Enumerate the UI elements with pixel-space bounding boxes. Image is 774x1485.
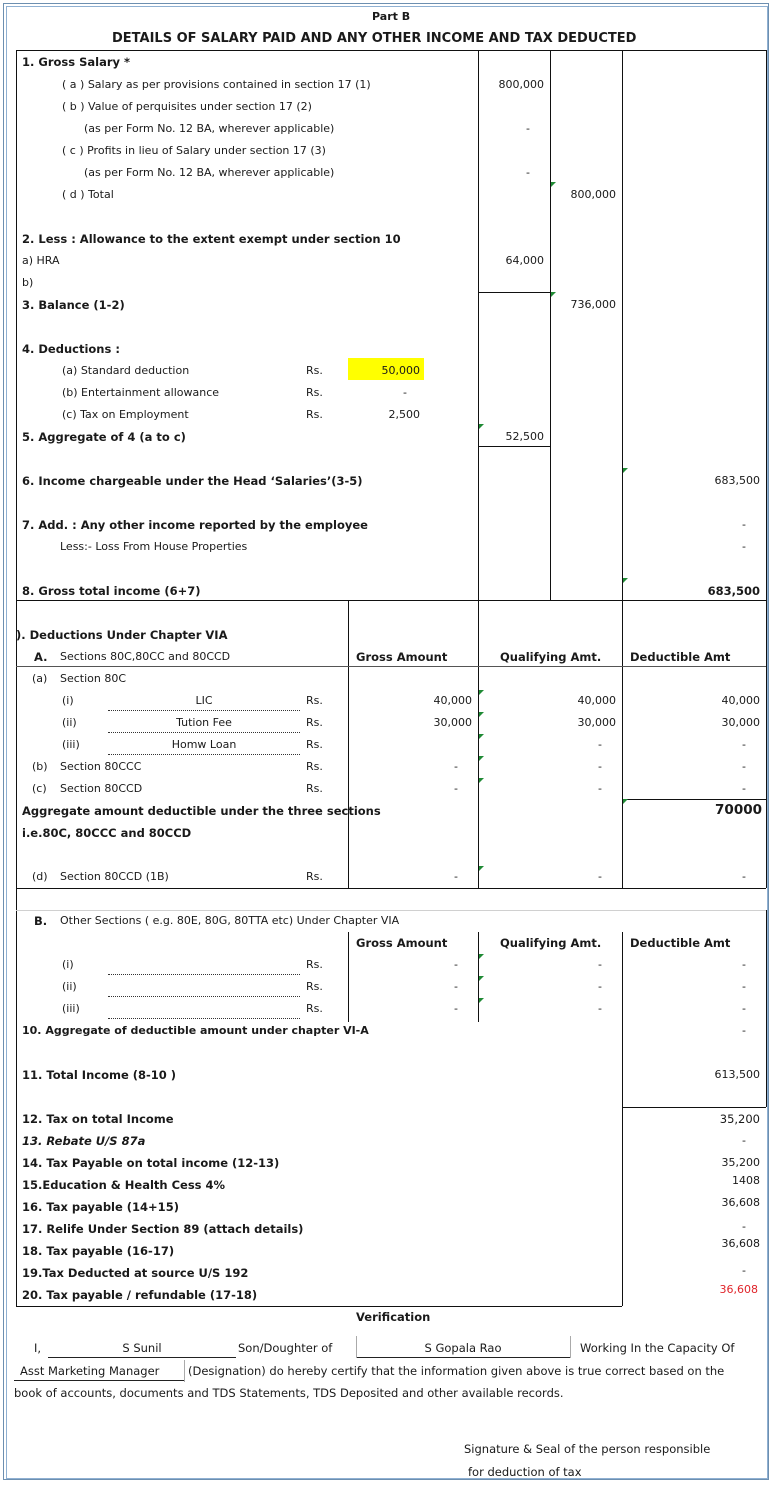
row-no: (iii) [62, 1002, 80, 1015]
total-row-value: 35,200 [721, 1156, 760, 1169]
row-deduct: - [742, 738, 746, 751]
name-underline [48, 1357, 236, 1358]
balance-label: 3. Balance (1-2) [22, 298, 125, 312]
grid-line [622, 1107, 766, 1108]
entertainment-label: (b) Entertainment allowance [62, 386, 220, 399]
row-deduct: - [742, 1002, 746, 1015]
grid-line [16, 50, 766, 51]
capacity-label: Working In the Capacity Of [580, 1341, 735, 1355]
loss-house-label: Less:- Loss From House Properties [60, 540, 248, 553]
rs-label: Rs. [306, 1002, 323, 1015]
grid-line [622, 799, 766, 800]
grid-line [766, 910, 767, 1107]
row-underline [108, 754, 300, 755]
cell-marker-icon [623, 468, 628, 473]
grid-line [16, 910, 766, 911]
section-80ccd1b-mark: (d) [32, 870, 48, 883]
grid-line [478, 446, 550, 447]
relation-label: Son/Doughter of [238, 1341, 333, 1355]
section-80ccd1b-deduct: - [742, 870, 746, 883]
grid-line [570, 1336, 571, 1358]
total-row-value: - [742, 1024, 746, 1037]
rs-label: Rs. [306, 760, 323, 773]
col-gross-header: Gross Amount [356, 650, 448, 664]
gross-salary-heading: 1. Gross Salary * [22, 55, 131, 69]
rs-label: Rs. [306, 782, 323, 795]
row-gross: - [454, 980, 458, 993]
total-row-value: 613,500 [714, 1068, 760, 1081]
row-name: Homw Loan [171, 738, 237, 751]
part-label: Part B [372, 10, 411, 23]
chapter6a-heading: ). Deductions Under Chapter VIA [16, 628, 228, 642]
allowance-heading: 2. Less : Allowance to the extent exempt under section 10 [22, 232, 401, 246]
cell-marker-icon [479, 424, 484, 429]
rs-label: Rs. [306, 694, 323, 707]
profits-label: ( c ) Profits in lieu of Salary under section 17 (3) [62, 144, 326, 157]
page-title: DETAILS OF SALARY PAID AND ANY OTHER INCOME AND TAX DEDUCTED [112, 31, 637, 46]
loss-house-value: - [742, 540, 746, 553]
perquisites-label: ( b ) Value of perquisites under section 17 (2) [62, 100, 312, 113]
col-qual-header: Qualifying Amt. [500, 650, 602, 664]
total-row-label: 20. Tax payable / refundable (17-18) [22, 1288, 258, 1302]
grid-line [16, 1306, 622, 1307]
verification-i: I, [34, 1341, 42, 1355]
row-qual: - [598, 980, 602, 993]
aggregate4-value: 52,500 [505, 430, 544, 443]
income-salaries-label: 6. Income chargeable under the Head ‘Salaries’(3-5) [22, 474, 363, 488]
total-row-value: - [742, 1220, 746, 1233]
rs-label: Rs. [306, 364, 323, 377]
grid-line [348, 600, 349, 888]
cell-marker-icon [623, 578, 628, 583]
section-80ccd1b-label: Section 80CCD (1B) [60, 870, 169, 883]
gross-total-label: 8. Gross total income (6+7) [22, 584, 201, 598]
col-deduct-header: Deductible Amt [630, 650, 731, 664]
total-row-value: 35,200 [719, 1112, 760, 1126]
perquisites-note: (as per Form No. 12 BA, wherever applicable) [84, 122, 335, 135]
section-80ccc-deduct: - [742, 760, 746, 773]
total-row-label: 13. Rebate U/S 87a [22, 1134, 146, 1148]
cell-marker-icon [551, 182, 556, 187]
total-row-label: 17. Relife Under Section 89 (attach details) [22, 1222, 304, 1236]
section-80ccd-gross: - [454, 782, 458, 795]
total-row-value: - [742, 1134, 746, 1147]
cell-marker-icon [551, 292, 556, 297]
other-income-value: - [742, 518, 746, 531]
section-80ccc-label: Section 80CCC [60, 760, 142, 773]
rs-label: Rs. [306, 716, 323, 729]
row-underline [108, 1018, 300, 1019]
total-row-label: 14. Tax Payable on total income (12-13) [22, 1156, 280, 1170]
profits-note: (as per Form No. 12 BA, wherever applicable) [84, 166, 335, 179]
aggregate-three-value: 70000 [715, 802, 762, 818]
verification-heading: Verification [356, 1310, 431, 1324]
row-deduct: 30,000 [721, 716, 760, 729]
signature-line-2: for deduction of tax [468, 1465, 582, 1479]
col-qual-header: Qualifying Amt. [500, 936, 602, 950]
designation: Asst Marketing Manager [20, 1364, 160, 1378]
total-row-value: - [742, 1264, 746, 1277]
section-80ccd-qual: - [598, 782, 602, 795]
aggregate-three-line1: Aggregate amount deductible under the three sections [22, 804, 381, 818]
grid-line [478, 292, 550, 293]
designation-underline [14, 1380, 184, 1381]
profits-value: - [526, 166, 530, 179]
deductions-heading: 4. Deductions : [22, 342, 120, 356]
row-qual: - [598, 738, 602, 751]
row-underline [108, 710, 300, 711]
certify-text-2: book of accounts, documents and TDS Statements, TDS Deposited and other available records. [14, 1386, 564, 1400]
row-deduct: - [742, 980, 746, 993]
col-gross-header: Gross Amount [356, 936, 448, 950]
section-80ccd1b-gross: - [454, 870, 458, 883]
row-gross: - [454, 1002, 458, 1015]
row-gross: 40,000 [433, 694, 472, 707]
row-underline [108, 974, 300, 975]
section-80c-label: Section 80C [60, 672, 127, 685]
section-a-label: Sections 80C,80CC and 80CCD [60, 650, 231, 663]
balance-value: 736,000 [570, 298, 616, 311]
row-qual: 30,000 [577, 716, 616, 729]
total-label: ( d ) Total [62, 188, 114, 201]
standard-deduction-label: (a) Standard deduction [62, 364, 190, 377]
row-underline [108, 996, 300, 997]
total-row-value: 1408 [732, 1174, 760, 1187]
section-80ccd-label: Section 80CCD [60, 782, 143, 795]
total-row-label: 19.Tax Deducted at source U/S 192 [22, 1266, 249, 1280]
hra-value: 64,000 [505, 254, 544, 267]
row-no: (iii) [62, 738, 80, 751]
row-qual: - [598, 958, 602, 971]
section-80ccc-mark: (b) [32, 760, 48, 773]
tax-employment-label: (c) Tax on Employment [62, 408, 189, 421]
rs-label: Rs. [306, 980, 323, 993]
total-row-label: 11. Total Income (8-10 ) [22, 1068, 177, 1082]
signature-line-1: Signature & Seal of the person responsible [464, 1442, 711, 1456]
other-income-label: 7. Add. : Any other income reported by the employee [22, 518, 368, 532]
grid-line [766, 600, 767, 888]
section-80ccd1b-qual: - [598, 870, 602, 883]
allowance-b-label: b) [22, 276, 34, 289]
total-row-label: 12. Tax on total Income [22, 1112, 174, 1126]
row-deduct: 40,000 [721, 694, 760, 707]
total-row-label: 16. Tax payable (14+15) [22, 1200, 179, 1214]
row-gross: 30,000 [433, 716, 472, 729]
total-row-label: 18. Tax payable (16-17) [22, 1244, 175, 1258]
total-row-value: 36,608 [719, 1283, 758, 1296]
income-salaries-value: 683,500 [714, 474, 760, 487]
salary-17-1-label: ( a ) Salary as per provisions contained in section 17 (1) [62, 78, 371, 91]
row-no: (ii) [62, 716, 77, 729]
total-value: 800,000 [570, 188, 616, 201]
row-no: (ii) [62, 980, 77, 993]
row-name: LIC [195, 694, 213, 707]
total-row-label: 10. Aggregate of deductible amount under chapter VI-A [22, 1024, 369, 1037]
aggregate4-label: 5. Aggregate of 4 (a to c) [22, 430, 186, 444]
parent-name: S Gopala Rao [424, 1341, 502, 1355]
tax-employment-value: 2,500 [388, 408, 420, 421]
grid-line [356, 1336, 357, 1358]
gross-total-value: 683,500 [707, 584, 760, 598]
entertainment-value: - [403, 386, 407, 399]
rs-label: Rs. [306, 408, 323, 421]
grid-line [16, 50, 17, 1306]
col-deduct-header: Deductible Amt [630, 936, 731, 950]
rs-label: Rs. [306, 386, 323, 399]
hra-label: a) HRA [22, 254, 60, 267]
total-row-value: 36,608 [721, 1196, 760, 1209]
section-b-label: Other Sections ( e.g. 80E, 80G, 80TTA etc) Under Chapter VIA [60, 914, 400, 927]
row-gross: - [454, 958, 458, 971]
section-80c-mark: (a) [32, 672, 48, 685]
aggregate-three-line2: i.e.80C, 80CCC and 80CCD [22, 826, 192, 840]
grid-line [16, 888, 766, 889]
section-80ccd-deduct: - [742, 782, 746, 795]
grid-line [16, 666, 766, 667]
row-qual: 40,000 [577, 694, 616, 707]
row-qual: - [598, 1002, 602, 1015]
total-row-value: 36,608 [721, 1237, 760, 1250]
total-row-label: 15.Education & Health Cess 4% [22, 1178, 226, 1192]
row-no: (i) [62, 694, 74, 707]
grid-line [766, 50, 767, 600]
row-no: (i) [62, 958, 74, 971]
perquisites-value: - [526, 122, 530, 135]
row-underline [108, 732, 300, 733]
rs-label: Rs. [306, 738, 323, 751]
salary-17-1-value: 800,000 [498, 78, 544, 91]
section-80ccc-qual: - [598, 760, 602, 773]
parent-underline [356, 1357, 570, 1358]
certify-text-1: (Designation) do hereby certify that the information given above is true correct based on the [188, 1364, 725, 1378]
rs-label: Rs. [306, 958, 323, 971]
standard-deduction-value: 50,000 [381, 364, 420, 377]
grid-line [184, 1360, 185, 1382]
employee-name: S Sunil [122, 1341, 162, 1355]
section-80ccc-gross: - [454, 760, 458, 773]
section-a-marker: A. [34, 650, 48, 664]
row-deduct: - [742, 958, 746, 971]
row-name: Tution Fee [176, 716, 232, 729]
grid-line [16, 600, 766, 601]
section-b-marker: B. [34, 914, 48, 928]
rs-label: Rs. [306, 870, 323, 883]
section-80ccd-mark: (c) [32, 782, 47, 795]
